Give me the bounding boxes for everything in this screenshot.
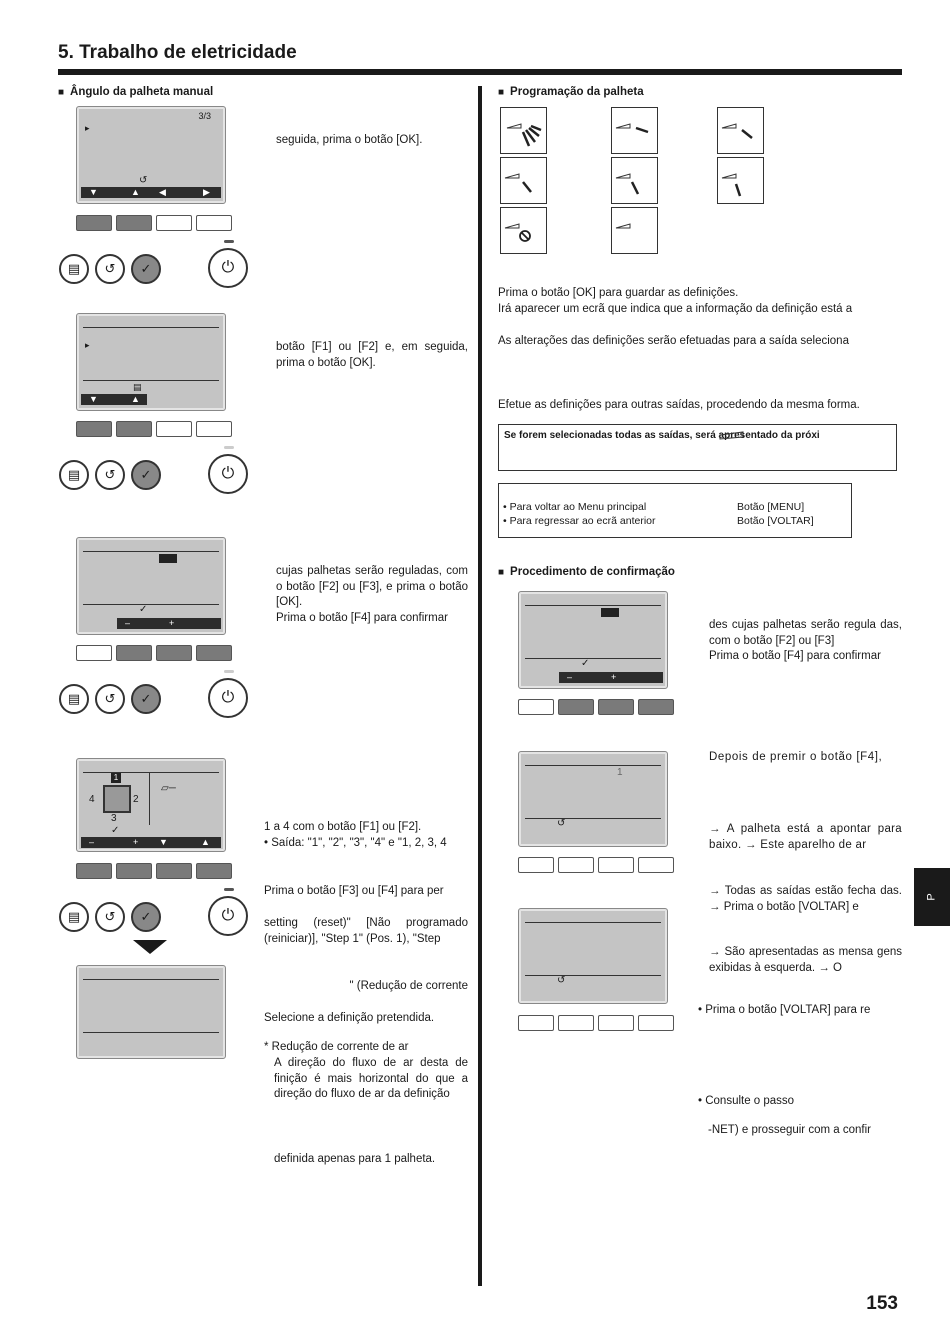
return-icon: ↺ xyxy=(104,261,116,276)
confirm-screen-c xyxy=(518,908,668,1004)
selected-outlet-box xyxy=(601,608,619,617)
return-icon: ↺ xyxy=(557,975,566,986)
f3-key[interactable] xyxy=(598,699,634,715)
f2-key[interactable] xyxy=(558,857,594,873)
power-led xyxy=(224,888,234,891)
plus-icon: + xyxy=(169,618,175,628)
minus-icon: – xyxy=(89,837,95,847)
footnote-title: * Redução de corrente de ar xyxy=(264,1041,409,1053)
vane-step4-icon xyxy=(611,157,658,204)
check-icon: ✓ xyxy=(140,691,152,706)
confirm-function-keys-c xyxy=(518,1015,674,1031)
f1-key[interactable] xyxy=(518,857,554,873)
f4-key[interactable] xyxy=(196,215,232,231)
vane-no-setting-icon xyxy=(611,207,658,254)
check-icon: ✓ xyxy=(139,604,148,615)
check-icon: ✓ xyxy=(111,825,120,836)
return-button[interactable] xyxy=(95,902,125,932)
outlet-label-3: 3 xyxy=(111,813,117,824)
menu-icon: ▤ xyxy=(67,261,81,276)
section-title-vane-programming: ■ Programação da palheta xyxy=(498,86,644,98)
confirm-note-2: • Consulte o passo xyxy=(698,1095,795,1107)
down-arrow-icon: ▼ xyxy=(89,394,98,404)
confirm-screen-b xyxy=(518,751,668,847)
return-button[interactable] xyxy=(95,684,125,714)
confirm-note-3: -NET) e prosseguir com a confir xyxy=(708,1124,871,1136)
vane-swing-icon xyxy=(500,107,547,154)
lcd-divider xyxy=(149,773,150,825)
all-outlets-note-text: Se forem selecionadas todas as saídas, será apresentado da próxi xyxy=(504,430,820,441)
f4-key[interactable] xyxy=(196,863,232,879)
confirm-step-4: → Todas as saídas estão fecha das. → Prima o botão [VOLTAR] e xyxy=(709,885,902,913)
lcd-rule xyxy=(525,605,661,606)
power-button[interactable] xyxy=(208,678,248,718)
cursor-icon: ▸ xyxy=(85,123,90,133)
up-arrow-icon: ▲ xyxy=(201,837,210,847)
power-icon: ⏻ xyxy=(221,689,235,706)
plus-icon: + xyxy=(611,672,617,682)
power-icon: ⏻ xyxy=(221,259,235,276)
ok-button[interactable] xyxy=(131,902,161,932)
menu-icon: ▤ xyxy=(67,467,81,482)
f4-key[interactable] xyxy=(196,645,232,661)
check-icon: ✓ xyxy=(140,909,152,924)
menu-button[interactable] xyxy=(59,684,89,714)
nav-back-label: • Para regressar ao ecrã anterior xyxy=(503,515,656,527)
list-icon: ▤ xyxy=(133,382,142,392)
return-icon: ↺ xyxy=(557,818,566,829)
column-divider xyxy=(478,86,482,1286)
confirm-note-1: • Prima o botão [VOLTAR] para re xyxy=(698,1004,871,1016)
lcd-screen-3 xyxy=(76,537,226,635)
minus-icon: – xyxy=(567,672,573,682)
f1-key[interactable] xyxy=(76,215,112,231)
lcd-rule xyxy=(83,772,219,773)
page-number: 153 xyxy=(866,1293,898,1314)
f3-key[interactable] xyxy=(156,421,192,437)
function-bar xyxy=(81,394,147,405)
nav-main-value: Botão [MENU] xyxy=(737,501,805,513)
other-outlets-line: Efetue as definições para outras saídas, procedendo da mesma forma. xyxy=(498,399,860,411)
ok-button[interactable] xyxy=(131,684,161,714)
menu-icon: ▤ xyxy=(67,691,81,706)
f3-key[interactable] xyxy=(598,1015,634,1031)
check-icon: ✓ xyxy=(140,261,152,276)
cassette-unit-icon xyxy=(103,785,131,813)
f4-key[interactable] xyxy=(638,699,674,715)
f1-key[interactable] xyxy=(518,1015,554,1031)
language-tab-label: P xyxy=(926,893,938,901)
step-4c-text: setting (reset)" [Não programado (reiniciar)], "Step 1" (Pos. 1), "Step xyxy=(264,917,468,945)
power-button[interactable] xyxy=(208,454,248,494)
power-button[interactable] xyxy=(208,248,248,288)
return-icon: ↺ xyxy=(104,691,116,706)
menu-button[interactable] xyxy=(59,254,89,284)
function-bar xyxy=(81,837,221,848)
f2-key[interactable] xyxy=(558,1015,594,1031)
f2-key[interactable] xyxy=(116,215,152,231)
outlet-label-2: 2 xyxy=(133,794,139,805)
f3-key[interactable] xyxy=(598,857,634,873)
f1-key[interactable] xyxy=(76,645,112,661)
ok-button[interactable] xyxy=(131,460,161,490)
step-4b-text: Prima o botão [F3] ou [F4] para per xyxy=(264,885,444,897)
plus-icon: + xyxy=(133,837,139,847)
lcd-rule xyxy=(525,818,661,819)
lcd-screen-1 xyxy=(76,106,226,204)
save-line-1: Prima o botão [OK] para guardar as definições. xyxy=(498,287,739,299)
confirm-step-3: → A palheta está a apontar para baixo. → Este aparelho de ar xyxy=(709,823,902,851)
f3-key[interactable] xyxy=(156,645,192,661)
step-4d-text: " (Redução de corrente xyxy=(349,980,468,992)
power-icon: ⏻ xyxy=(221,465,235,482)
function-bar xyxy=(81,187,221,198)
outlet-label-4: 4 xyxy=(89,794,95,805)
lcd-page-indicator: 3/3 xyxy=(198,111,211,121)
function-bar xyxy=(117,618,221,629)
nav-back-value: Botão [VOLTAR] xyxy=(737,515,814,527)
f2-key[interactable] xyxy=(116,645,152,661)
apply-line: As alterações das definições serão efetuadas para a saída seleciona xyxy=(498,335,849,347)
return-icon: ↺ xyxy=(139,175,148,186)
up-arrow-icon: ▲ xyxy=(131,187,140,197)
menu-icon: ▤ xyxy=(67,909,81,924)
section-title-confirmation: ■ Procedimento de confirmação xyxy=(498,566,675,578)
f1-key[interactable] xyxy=(518,699,554,715)
lcd-rule xyxy=(83,551,219,552)
vane-step2-icon xyxy=(717,107,764,154)
ok-button[interactable] xyxy=(131,254,161,284)
lcd-rule xyxy=(83,327,219,328)
f4-key[interactable] xyxy=(196,421,232,437)
power-icon: ⏻ xyxy=(221,907,235,924)
f2-key[interactable] xyxy=(558,699,594,715)
language-tab xyxy=(914,868,950,926)
next-arrow-icon xyxy=(133,940,167,954)
vane-step3-icon xyxy=(500,157,547,204)
confirm-step-1: des cujas palhetas serão regula das, com o botão [F2] ou [F3] Prima o botão [F4] para confirmar xyxy=(709,619,902,662)
lcd-rule xyxy=(525,658,661,659)
return-icon: ↺ xyxy=(104,909,116,924)
page-title: 5. Trabalho de eletricidade xyxy=(58,42,297,63)
function-bar xyxy=(559,672,663,683)
power-led xyxy=(224,240,234,243)
menu-button[interactable] xyxy=(59,460,89,490)
outlet-label-1: 1 xyxy=(111,773,121,783)
f2-key[interactable] xyxy=(116,421,152,437)
f4-key[interactable] xyxy=(638,857,674,873)
step-4-line-1: 1 a 4 com o botão [F1] ou [F2]. xyxy=(264,821,422,833)
vane-step1-icon xyxy=(611,107,658,154)
f3-key[interactable] xyxy=(156,863,192,879)
return-icon: ↺ xyxy=(104,467,116,482)
navigation-box xyxy=(498,483,852,538)
function-keys-3 xyxy=(76,645,232,661)
f1-key[interactable] xyxy=(76,863,112,879)
step-2-text: botão [F1] ou [F2] e, em seguida, prima o botão [OK]. xyxy=(276,341,468,369)
confirm-step-2: Depois de premir o botão [F4], xyxy=(709,751,883,763)
down-arrow-icon: ▼ xyxy=(159,837,168,847)
lcd-rule xyxy=(83,1032,219,1033)
lcd-rule xyxy=(83,380,219,381)
footnote-body: A direção do fluxo de ar desta de finição é mais horizontal do que a direção do fluxo de ar da definição xyxy=(274,1057,468,1100)
right-arrow-icon: ▶ xyxy=(203,187,210,197)
lcd-rule xyxy=(83,979,219,980)
down-arrow-icon: ▼ xyxy=(89,187,98,197)
last-line: definida apenas para 1 palheta. xyxy=(274,1153,436,1165)
function-keys-1 xyxy=(76,215,232,231)
step-3-text: cujas palhetas serão reguladas, com o botão [F2] ou [F3], e prima o botão [OK]. Prima o botão [F4] para confirmar xyxy=(276,565,468,624)
function-keys-2 xyxy=(76,421,232,437)
nav-main-label: • Para voltar ao Menu principal xyxy=(503,501,647,513)
selected-outlet-box xyxy=(159,554,177,563)
section-title-manual-vane: ■ Ângulo da palheta manual xyxy=(58,86,213,98)
return-button[interactable] xyxy=(95,254,125,284)
power-button[interactable] xyxy=(208,896,248,936)
f4-key[interactable] xyxy=(638,1015,674,1031)
confirm-function-keys-b xyxy=(518,857,674,873)
cursor-icon: ▸ xyxy=(85,340,90,350)
power-led xyxy=(224,446,234,449)
vane-step5-icon xyxy=(717,157,764,204)
vane-mini-icon xyxy=(719,431,745,441)
lcd-screen-5 xyxy=(76,965,226,1059)
step-1-text: seguida, prima o botão [OK]. xyxy=(276,134,423,146)
check-icon: ✓ xyxy=(140,467,152,482)
power-led xyxy=(224,670,234,673)
confirm-function-keys-a xyxy=(518,699,674,715)
confirm-step-5: → São apresentadas as mensa gens exibidas à esquerda. → O xyxy=(709,946,902,974)
step-4-line-2: • Saída: "1", "2", "3", "4" e "1, 2, 3, 4 xyxy=(264,837,447,849)
f2-key[interactable] xyxy=(116,863,152,879)
check-icon: ✓ xyxy=(581,658,590,669)
title-rule xyxy=(58,69,902,75)
left-arrow-icon: ◀ xyxy=(159,187,166,197)
vane-closed-icon xyxy=(500,207,547,254)
lcd-rule xyxy=(525,975,661,976)
outlet-number: 1 xyxy=(617,767,623,778)
all-outlets-note xyxy=(498,424,897,471)
lcd-screen-4 xyxy=(76,758,226,852)
function-keys-4 xyxy=(76,863,232,879)
minus-icon: – xyxy=(125,618,131,628)
lcd-rule xyxy=(525,765,661,766)
f1-key[interactable] xyxy=(76,421,112,437)
lcd-rule xyxy=(525,922,661,923)
lcd-rule xyxy=(83,604,219,605)
f3-key[interactable] xyxy=(156,215,192,231)
lcd-screen-2 xyxy=(76,313,226,411)
vane-position-icon: ▱─ xyxy=(161,783,176,794)
menu-button[interactable] xyxy=(59,902,89,932)
up-arrow-icon: ▲ xyxy=(131,394,140,404)
save-line-2: Irá aparecer um ecrã que indica que a informação da definição está a xyxy=(498,303,853,315)
confirm-screen-a xyxy=(518,591,668,689)
step-4e-text: Selecione a definição pretendida. xyxy=(264,1012,435,1024)
return-button[interactable] xyxy=(95,460,125,490)
